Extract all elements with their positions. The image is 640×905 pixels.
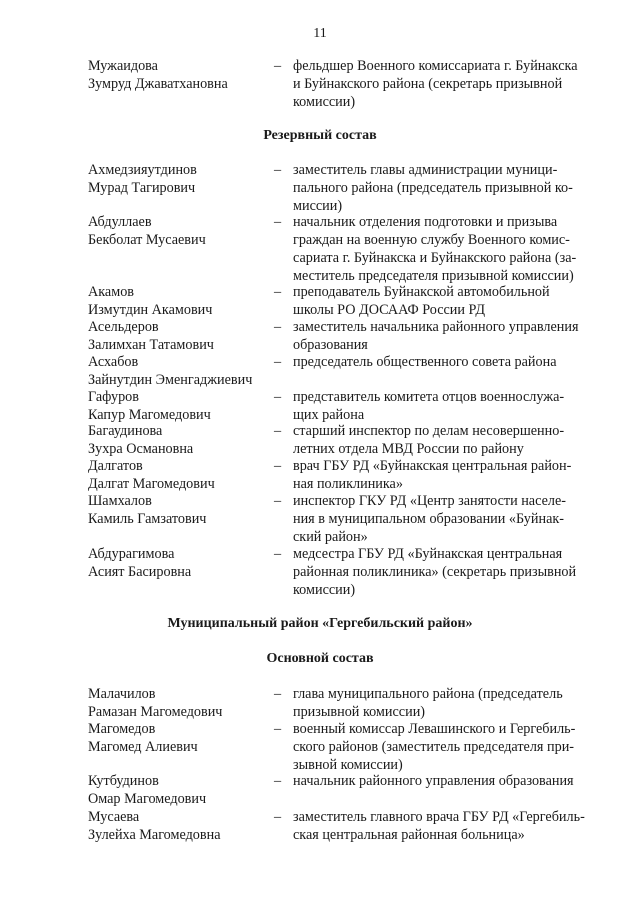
dash-separator: – — [274, 773, 282, 789]
dash-separator: – — [274, 686, 282, 702]
member-name: Абдурагимова Асият Басировна — [88, 546, 192, 580]
member-role: начальник отделения подготовки и призыва граждан на военную службу Военного комис- сариата г. Буйнакска и Буйнакского района (за- меститель председателя призывной комиссии) — [293, 214, 577, 284]
member-role: врач ГБУ РД «Буйнакская центральная район- ная поликлиника» — [293, 458, 572, 492]
dash-separator: – — [274, 58, 282, 74]
section-heading-reserve: Резервный состав — [263, 128, 377, 143]
member-role: заместитель главного врача ГБУ РД «Гергебиль- ская центральная районная больница» — [293, 809, 585, 843]
dash-separator: – — [274, 214, 282, 230]
member-role: военный комиссар Левашинского и Гергебиль- ского районов (заместитель председателя при- зывной комиссии) — [293, 721, 576, 773]
member-role: медсестра ГБУ РД «Буйнакская центральная районная поликлиника» (секретарь призывной комиссии) — [293, 546, 577, 598]
member-role: представитель комитета отцов военнослужа- щих района — [293, 389, 565, 423]
dash-separator: – — [274, 319, 282, 335]
dash-separator: – — [274, 809, 282, 825]
member-name: Шамхалов Камиль Гамзатович — [88, 493, 207, 527]
member-name: Багаудинова Зухра Османовна — [88, 423, 194, 457]
member-role: заместитель начальника районного управления образования — [293, 319, 579, 353]
member-name: Магомедов Магомед Алиевич — [88, 721, 198, 755]
section-heading-main: Основной состав — [266, 651, 374, 666]
member-name: Гафуров Капур Магомедович — [88, 389, 211, 423]
member-role: заместитель главы администрации муници- пального района (председатель призывной ко- миссии) — [293, 162, 573, 214]
member-role: председатель общественного совета района — [293, 354, 557, 370]
member-role: старший инспектор по делам несовершенно- летних отдела МВД России по району — [293, 423, 565, 457]
member-role: фельдшер Военного комиссариата г. Буйнакска и Буйнакского района (секретарь призывной комиссии) — [293, 58, 578, 110]
member-name: Акамов Измутдин Акамович — [88, 284, 213, 318]
member-name: Мусаева Зулейха Магомедовна — [88, 809, 221, 843]
member-role: глава муниципального района (председатель призывной комиссии) — [293, 686, 563, 720]
member-role: начальник районного управления образования — [293, 773, 574, 789]
dash-separator: – — [274, 389, 282, 405]
dash-separator: – — [274, 458, 282, 474]
dash-separator: – — [274, 162, 282, 178]
member-name: Мужаидова Зумруд Джаватхановна — [88, 58, 228, 92]
member-role: преподаватель Буйнакской автомобильной школы РО ДОСААФ России РД — [293, 284, 550, 318]
dash-separator: – — [274, 721, 282, 737]
member-name: Ахмедзияутдинов Мурад Тагирович — [88, 162, 197, 196]
dash-separator: – — [274, 354, 282, 370]
dash-separator: – — [274, 493, 282, 509]
member-name: Асельдеров Залимхан Татамович — [88, 319, 214, 353]
member-name: Абдуллаев Бекболат Мусаевич — [88, 214, 206, 248]
dash-separator: – — [274, 546, 282, 562]
dash-separator: – — [274, 423, 282, 439]
member-name: Кутбудинов Омар Магомедович — [88, 773, 207, 807]
dash-separator: – — [274, 284, 282, 300]
member-role: инспектор ГКУ РД «Центр занятости населе- ния в муниципальном образовании «Буйнак- ский район» — [293, 493, 566, 545]
member-name: Асхабов Зайнутдин Эменгаджиевич — [88, 354, 253, 388]
member-name: Далгатов Далгат Магомедович — [88, 458, 215, 492]
page-number: 11 — [313, 26, 327, 41]
member-name: Малачилов Рамазан Магомедович — [88, 686, 223, 720]
section-heading-district: Муниципальный район «Гергебильский район» — [167, 616, 473, 631]
